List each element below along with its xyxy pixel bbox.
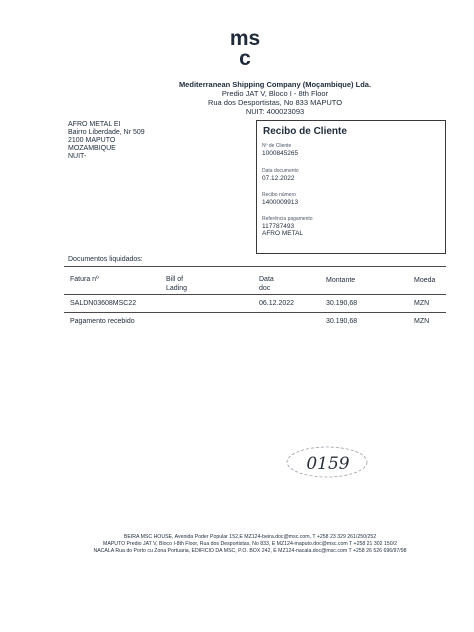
- header-date-1: Data: [259, 276, 274, 283]
- payment-reference-name: AFRO METAL: [262, 230, 304, 237]
- payment-received-amount: 30.190,68: [326, 318, 358, 325]
- client-name: AFRO METAL EI: [68, 121, 121, 128]
- table-top-rule: [64, 266, 446, 267]
- footer-line-maputo: MAPUTO Predio JAT V, Bloco I-8th Floor, Rua dos Desportistas, No 833, E MZ124-maputo.doc@msc.com T +258 21 302 150/2: [103, 541, 397, 547]
- handwritten-stamp: [282, 442, 372, 482]
- header-currency: Moeda: [414, 277, 436, 284]
- client-nuit: NUIT-: [68, 153, 87, 160]
- footer-offices: [60, 534, 440, 555]
- client-street: Bairro Liberdade, Nr 509: [68, 129, 145, 136]
- row-bottom-rule: [64, 312, 446, 313]
- footer-line-beira: BEIRA MSC HOUSE, Avenida Poder Popular 152,E MZ124-beira.doc@msc.com, T +258 23 329 261/250/252: [123, 534, 377, 540]
- client-city: 2100 MAPUTO: [68, 137, 116, 144]
- header-bottom-rule: [64, 294, 446, 295]
- receipt-number-value: 1400009913: [262, 199, 299, 206]
- document-date-field: [262, 168, 299, 182]
- msc-logo: [222, 28, 268, 68]
- footer-line-nacala: NACALA Rua do Porto cu Zona Portuaria, EDIFICIO DA MSC, P.O. BOX 242, E MZ124-nacala.doc@msc.com T +258 26 526 696/97/98: [93, 548, 407, 554]
- client-number-label: Nº de Cliente: [262, 143, 292, 149]
- row-date: 06.12.2022: [259, 300, 295, 307]
- row-currency: MZN: [414, 300, 430, 307]
- header-invoice: Fatura nº: [70, 276, 99, 283]
- header-amount: Montante: [326, 277, 356, 284]
- payment-reference-value: 117787493: [262, 223, 295, 230]
- row-invoice: SALDN03608MSC22: [70, 300, 137, 307]
- payment-received-label: Pagamento recebido: [70, 318, 135, 325]
- document-date-value: 07.12.2022: [262, 175, 295, 182]
- receipt-number-label: Recibo número: [262, 192, 296, 198]
- header-bill-of-lading-1: Bill of: [166, 276, 184, 283]
- company-nuit: NUIT: 400023093: [245, 107, 305, 116]
- receipt-number-field: [262, 192, 298, 206]
- payment-reference-label: Referência pagamento: [262, 216, 313, 222]
- logo-top-text: ms: [229, 28, 261, 50]
- client-country: MOZAMBIQUE: [68, 145, 116, 152]
- stamp-handwriting: 0159: [306, 454, 350, 474]
- company-name: Mediterranean Shipping Company (Moçambique) Lda.: [178, 80, 372, 89]
- client-number-value: 1000845265: [262, 150, 299, 157]
- header-bill-of-lading-2: Lading: [166, 285, 188, 292]
- company-address-line-2: Rua dos Desportistas, No 833 MAPUTO: [207, 98, 343, 107]
- receipt-title: Recibo de Cliente: [263, 126, 347, 137]
- payment-reference-field: [262, 216, 313, 237]
- company-header: [165, 80, 385, 116]
- receipt-box: [256, 120, 446, 254]
- company-address-line-1: Predio JAT V, Bloco I - 8th Floor: [221, 89, 329, 98]
- documents-settled-label: Documentos liquidados:: [68, 256, 143, 263]
- client-address: [68, 121, 145, 161]
- header-date-2: doc: [259, 285, 271, 292]
- logo-bottom-text: c: [239, 47, 251, 68]
- document-date-label: Data documento: [262, 168, 299, 174]
- client-number-field: [262, 143, 298, 157]
- row-amount: 30.190,68: [326, 300, 358, 307]
- payment-received-currency: MZN: [414, 318, 430, 325]
